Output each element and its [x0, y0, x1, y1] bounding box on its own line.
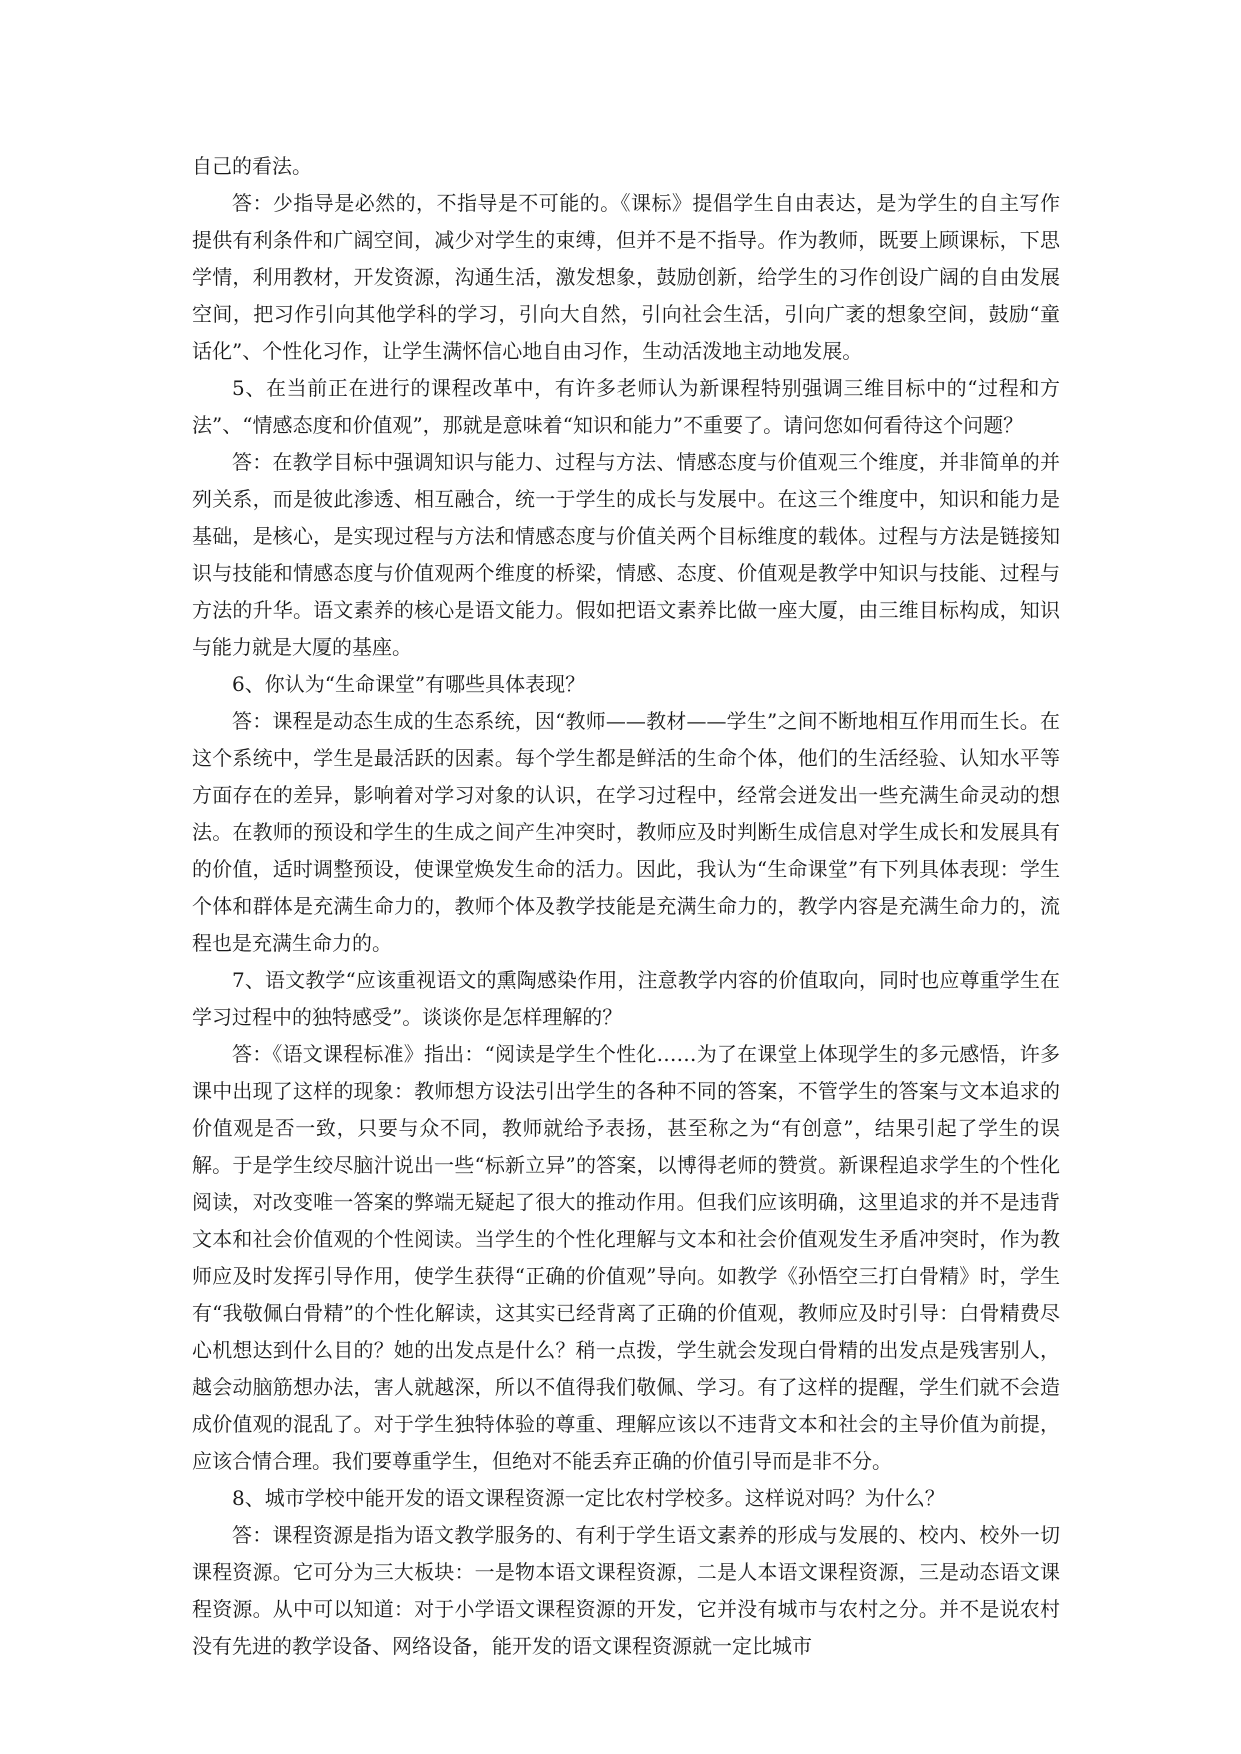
paragraph-continuation: 自己的看法。: [192, 154, 312, 178]
answer-paragraph: 答：课程是动态生成的生态系统，因“教师——教材——学生”之间不断地相互作用而生长。在这个系统中，学生是最活跃的因素。每个学生都是鲜活的生命个体，他们的生活经验、认知水平等方面存在的差异，影响着对学习对象的认识，在学习过程中，经常会迸发出一些充满生命灵动的想法。在教师的预设和学生的生成之间产生冲突时，教师应及时判断生成信息对学生成长和发展具有的价值，适时调整预设，使课堂焕发生命的活力。因此，我认为“生命课堂”有下列具体表现：学生个体和群体是充满生命力的，教师个体及教学技能是充满生命力的，教学内容是充满生命力的，流程也是充满生命力的。: [192, 709, 1060, 955]
document-page: [192, 148, 1060, 1665]
answer-paragraph: 答：《语文课程标准》指出：“阅读是学生个性化……为了在课堂上体现学生的多元感悟，许多课中出现了这样的现象：教师想方设法引出学生的各种不同的答案，不管学生的答案与文本追求的价值观是否一致，只要与众不同，教师就给予表扬，甚至称之为“有创意”，结果引起了学生的误解。于是学生绞尽脑汁说出一些“标新立异”的答案，以博得老师的赞赏。新课程追求学生的个性化阅读，对改变唯一答案的弊端无疑起了很大的推动作用。但我们应该明确，这里追求的并不是违背文本和社会价值观的个性阅读。当学生的个性化理解与文本和社会价值观发生矛盾冲突时，作为教师应及时发挥引导作用，使学生获得“正确的价值观”导向。如教学《孙悟空三打白骨精》时，学生有“我敬佩白骨精”的个性化解读，这其实已经背离了正确的价值观，教师应及时引导：白骨精费尽心机想达到什么目的？她的出发点是什么？稍一点拨，学生就会发现白骨精的出发点是残害别人，越会动脑筋想办法，害人就越深，所以不值得我们敬佩、学习。有了这样的提醒，学生们就不会造成价值观的混乱了。对于学生独特体验的尊重、理解应该以不违背文本和社会的主导价值为前提，应该合情合理。我们要尊重学生，但绝对不能丢弃正确的价值引导而是非不分。: [192, 1042, 1060, 1473]
answer-paragraph: 答：少指导是必然的，不指导是不可能的。《课标》提倡学生自由表达，是为学生的自主写作提供有利条件和广阔空间，减少对学生的束缚，但并不是不指导。作为教师，既要上顾课标，下思学情，利用教材，开发资源，沟通生活，激发想象，鼓励创新，给学生的习作创设广阔的自由发展空间，把习作引向其他学科的学习，引向大自然，引向社会生活，引向广袤的想象空间，鼓励“童话化”、个性化习作，让学生满怀信心地自由习作，生动活泼地主动地发展。: [192, 191, 1060, 363]
question-6: 6、你认为“生命课堂”有哪些具体表现？: [232, 672, 586, 696]
question-5: 5、在当前正在进行的课程改革中，有许多老师认为新课程特别强调三维目标中的“过程和方法”、“情感态度和价值观”，那就是意味着“知识和能力”不重要了。请问您如何看待这个问题？: [192, 376, 1060, 437]
question-8: 8、城市学校中能开发的语文课程资源一定比农村学校多。这样说对吗？为什么？: [232, 1486, 945, 1510]
answer-paragraph: 答：在教学目标中强调知识与能力、过程与方法、情感态度与价值观三个维度，并非简单的并列关系，而是彼此渗透、相互融合，统一于学生的成长与发展中。在这三个维度中，知识和能力是基础，是核心，是实现过程与方法和情感态度与价值关两个目标维度的载体。过程与方法是链接知识与技能和情感态度与价值观两个维度的桥梁，情感、态度、价值观是教学中知识与技能、过程与方法的升华。语文素养的核心是语文能力。假如把语文素养比做一座大厦，由三维目标构成，知识与能力就是大厦的基座。: [192, 450, 1060, 659]
answer-paragraph: 答：课程资源是指为语文教学服务的、有利于学生语文素养的形成与发展的、校内、校外一切课程资源。它可分为三大板块：一是物本语文课程资源，二是人本语文课程资源，三是动态语文课程资源。从中可以知道：对于小学语文课程资源的开发，它并没有城市与农村之分。并不是说农村没有先进的教学设备、网络设备，能开发的语文课程资源就一定比城市: [192, 1523, 1060, 1658]
question-7: 7、语文教学“应该重视语文的熏陶感染作用，注意教学内容的价值取向，同时也应尊重学生在学习过程中的独特感受”。谈谈你是怎样理解的？: [192, 968, 1060, 1029]
